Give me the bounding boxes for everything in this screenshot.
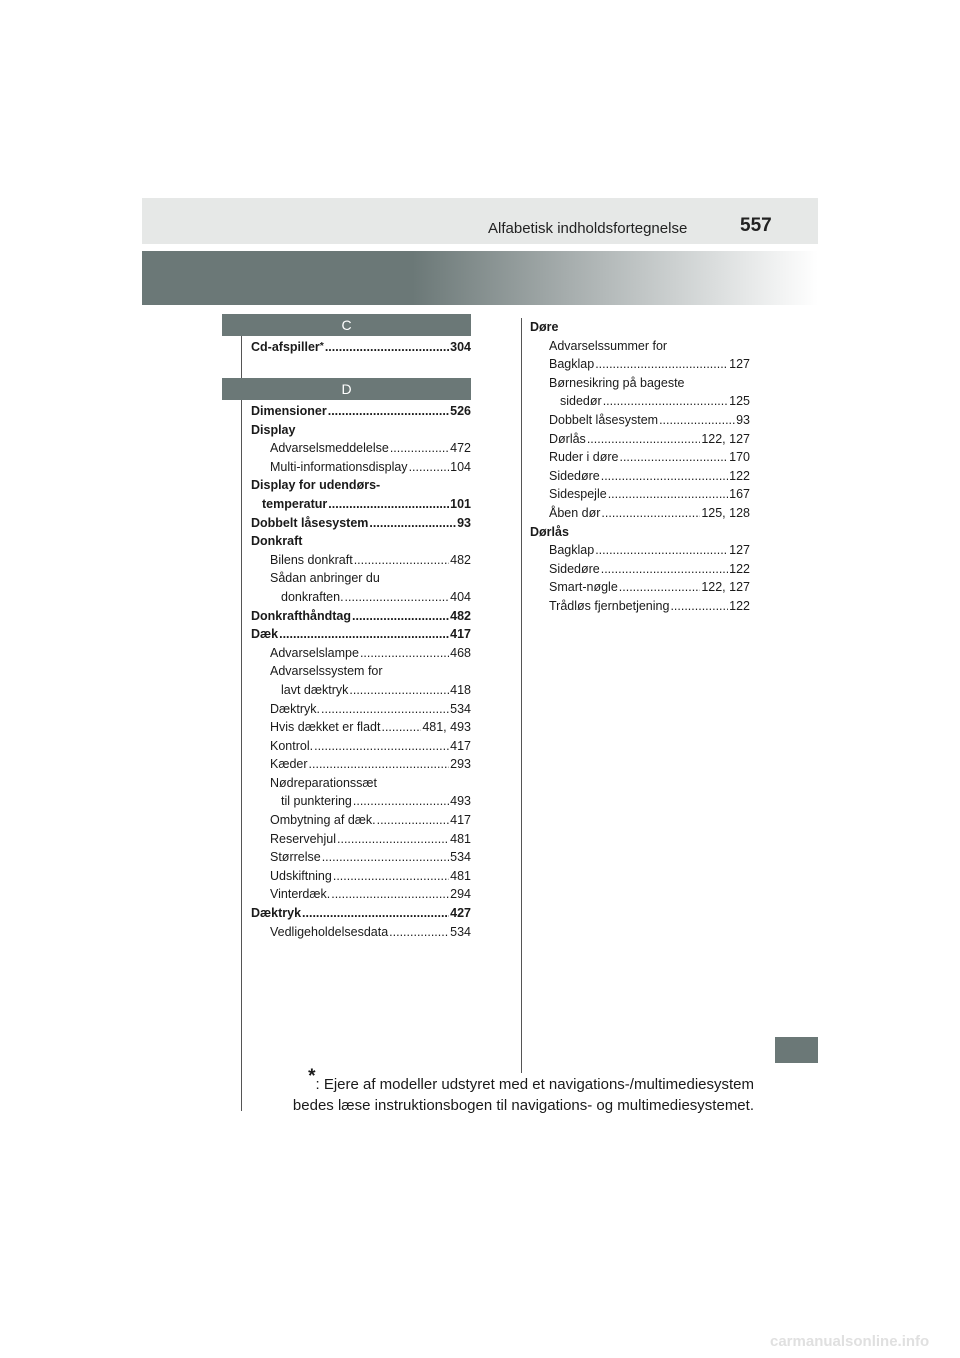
watermark: carmanualsonline.info (770, 1333, 930, 1350)
entry-page: 481 (450, 831, 471, 846)
entry-text: Børnesikring på bageste (549, 375, 685, 390)
entry-text: Advarselssummer for (549, 338, 668, 353)
index-entry (251, 421, 471, 440)
entry-page: 418 (450, 682, 471, 697)
entry-page: 481, 493 (422, 720, 471, 735)
entry-text: Advarselssystem for (270, 664, 383, 679)
index-entry (251, 755, 471, 774)
entry-text: Størrelse (270, 850, 321, 865)
entry-page: 104 (450, 459, 471, 474)
leader-dots (619, 448, 728, 467)
index-column-c (251, 338, 471, 357)
entry-text: Sidedøre (549, 561, 600, 576)
entry-text: temperatur (262, 496, 328, 511)
chapter-tab (775, 1037, 818, 1063)
leader-dots (409, 458, 450, 477)
leader-dots (314, 737, 449, 756)
leader-dots (670, 597, 728, 616)
entry-page: 482 (450, 608, 471, 623)
entry-page: 534 (450, 850, 471, 865)
footnote-mark: * (319, 341, 324, 352)
entry-text: Multi-informationsdisplay (270, 459, 408, 474)
entry-page: 167 (729, 487, 750, 502)
entry-text: Display (251, 422, 296, 437)
leader-dots (595, 541, 728, 560)
leader-dots (349, 681, 449, 700)
index-entry (530, 523, 750, 542)
entry-text: Display for udendørs- (251, 478, 381, 493)
leader-dots (587, 430, 701, 449)
index-entry (530, 430, 750, 449)
entry-text: Sidespejle (549, 487, 607, 502)
entry-text: Kontrol. (270, 738, 314, 753)
leader-dots (659, 411, 735, 430)
index-entry (530, 392, 750, 411)
index-entry (251, 848, 471, 867)
leader-dots (352, 607, 449, 626)
footnote (240, 1066, 754, 1116)
index-entry (251, 476, 471, 495)
footnote-text-1: : Ejere af modeller udstyret med et navigations-/multimediesystem (315, 1076, 754, 1093)
index-entry (530, 318, 750, 337)
entry-text: Udskiftning (270, 868, 332, 883)
entry-page: 526 (450, 404, 471, 418)
index-column-right (530, 318, 750, 616)
leader-dots (345, 588, 450, 607)
index-entry (530, 448, 750, 467)
leader-dots (333, 867, 449, 886)
entry-text: Vinterdæk. (270, 887, 331, 902)
entry-text: Nødreparationssæt (270, 775, 377, 790)
leader-dots (601, 504, 700, 523)
entry-page: 294 (450, 887, 471, 902)
entry-text: Reservehjul (270, 831, 337, 846)
header-band (142, 198, 818, 244)
leader-dots (377, 811, 450, 830)
entry-page: 122 (729, 598, 750, 613)
entry-page: 122 (729, 468, 750, 483)
entry-page: 125, 128 (701, 505, 750, 520)
index-entry (530, 355, 750, 374)
index-entry (251, 811, 471, 830)
leader-dots (390, 439, 449, 458)
leader-dots (389, 923, 449, 942)
index-entry (251, 792, 471, 811)
entry-page: 534 (450, 924, 471, 939)
index-entry (251, 514, 471, 533)
index-entry (251, 737, 471, 756)
footnote-mark: * (308, 1066, 316, 1087)
entry-page: 101 (450, 496, 471, 511)
entry-text: Dørlås (549, 431, 586, 446)
entry-text: Dæktryk. (270, 701, 320, 716)
index-entry (530, 560, 750, 579)
entry-text: Bagklap (549, 357, 595, 372)
leader-dots (353, 792, 449, 811)
section-letter-c: C (222, 314, 471, 336)
index-entry (251, 718, 471, 737)
entry-text: donkraften. (281, 589, 344, 604)
index-entry (251, 495, 471, 514)
entry-page: 125 (729, 394, 750, 409)
leader-dots (337, 830, 449, 849)
index-entry (251, 904, 471, 923)
entry-page: 468 (450, 645, 471, 660)
index-entry (251, 402, 471, 421)
leader-dots (608, 485, 728, 504)
section-title: Alfabetisk indholdsfortegnelse (488, 220, 688, 237)
entry-page: 127 (729, 543, 750, 558)
entry-page: 534 (450, 701, 471, 716)
entry-page: 472 (450, 441, 471, 456)
index-entry (530, 578, 750, 597)
entry-text: Dæktryk (251, 906, 302, 921)
index-entry (251, 867, 471, 886)
index-entry (251, 885, 471, 904)
leader-dots (354, 551, 449, 570)
index-entry (251, 830, 471, 849)
index-entry (251, 607, 471, 626)
entry-text: sidedør (560, 394, 602, 409)
entry-page: 304 (450, 340, 471, 354)
index-entry (530, 597, 750, 616)
entry-page: 122, 127 (701, 580, 750, 595)
entry-page: 417 (450, 627, 471, 642)
index-entry (251, 923, 471, 942)
entry-page: 417 (450, 813, 471, 828)
entry-text: Hvis dækket er fladt (270, 720, 381, 735)
entry-text: Ombytning af dæk. (270, 813, 376, 828)
leader-dots (603, 392, 728, 411)
entry-text: Dobbelt låsesystem (549, 412, 659, 427)
entry-page: 170 (729, 450, 750, 465)
middle-column-rule (521, 318, 522, 1073)
entry-text: Donkraft (251, 534, 303, 549)
entry-text: Vedligeholdelsesdata (270, 924, 389, 939)
entry-page: 122, 127 (701, 431, 750, 446)
entry-text: Sådan anbringer du (270, 571, 380, 586)
index-entry (530, 504, 750, 523)
entry-page: 481 (450, 868, 471, 883)
entry-text: Dimensioner (251, 404, 327, 418)
index-entry (530, 541, 750, 560)
entry-text: Trådløs fjernbetjening (549, 598, 670, 613)
entry-page: 93 (736, 412, 750, 427)
leader-dots (601, 467, 728, 486)
entry-text: Dørlås (530, 524, 569, 539)
left-column-rule (241, 336, 242, 1111)
leader-dots (601, 560, 728, 579)
index-entry (530, 411, 750, 430)
leader-dots (279, 625, 449, 644)
entry-page: 293 (450, 757, 471, 772)
entry-text: Kæder (270, 757, 308, 772)
index-entry (251, 625, 471, 644)
index-entry (251, 458, 471, 477)
index-entry (251, 569, 471, 588)
leader-dots (309, 755, 450, 774)
index-entry (251, 774, 471, 793)
entry-text: lavt dæktryk (281, 682, 349, 697)
leader-dots (381, 718, 421, 737)
leader-dots (302, 904, 449, 923)
footnote-line-2: bedes læse instruktionsbogen til navigations- og multimediesystemet. (292, 1097, 754, 1114)
entry-page: 427 (450, 906, 471, 921)
leader-dots (328, 495, 449, 514)
index-entry (251, 662, 471, 681)
entry-text: Cd-afspiller (251, 340, 320, 354)
index-entry (251, 588, 471, 607)
entry-text: Dæk (251, 627, 279, 642)
entry-page: 127 (729, 357, 750, 372)
index-entry (251, 532, 471, 551)
leader-dots (322, 848, 449, 867)
entry-page: 122 (729, 561, 750, 576)
index-entry (530, 374, 750, 393)
index-entry (251, 551, 471, 570)
entry-text: Dobbelt låsesystem (251, 515, 369, 530)
index-entry (251, 700, 471, 719)
leader-dots (595, 355, 728, 374)
entry-text: til punktering (281, 794, 352, 809)
section-letter-d: D (222, 378, 471, 400)
index-entry (251, 338, 471, 357)
entry-text: Donkrafthåndtag (251, 608, 351, 623)
leader-dots (331, 885, 449, 904)
page-number: 557 (740, 215, 772, 236)
index-entry (251, 681, 471, 700)
entry-page: 482 (450, 552, 471, 567)
entry-text: Døre (530, 320, 559, 334)
leader-dots (328, 402, 449, 421)
index-entry (251, 439, 471, 458)
entry-page: 417 (450, 738, 471, 753)
entry-text: Bagklap (549, 543, 595, 558)
index-entry (530, 485, 750, 504)
entry-text: Smart-nøgle (549, 580, 618, 595)
footnote-line-1 (240, 1066, 754, 1095)
entry-text: Åben dør (549, 505, 601, 520)
index-column-d (251, 402, 471, 941)
index-entry (251, 644, 471, 663)
entry-page: 404 (450, 589, 471, 604)
leader-dots (360, 644, 449, 663)
entry-page: 93 (457, 515, 471, 530)
leader-dots (321, 700, 449, 719)
entry-text: Advarselslampe (270, 645, 359, 660)
header-gradient-bar (142, 251, 818, 305)
entry-text: Advarselsmeddelelse (270, 441, 389, 456)
leader-dots (325, 338, 449, 357)
leader-dots (369, 514, 456, 533)
entry-text: Bilens donkraft (270, 552, 353, 567)
index-entry (530, 467, 750, 486)
entry-text: Ruder i døre (549, 450, 619, 465)
entry-text: Sidedøre (549, 468, 600, 483)
leader-dots (619, 578, 701, 597)
entry-page: 493 (450, 794, 471, 809)
index-entry (530, 337, 750, 356)
